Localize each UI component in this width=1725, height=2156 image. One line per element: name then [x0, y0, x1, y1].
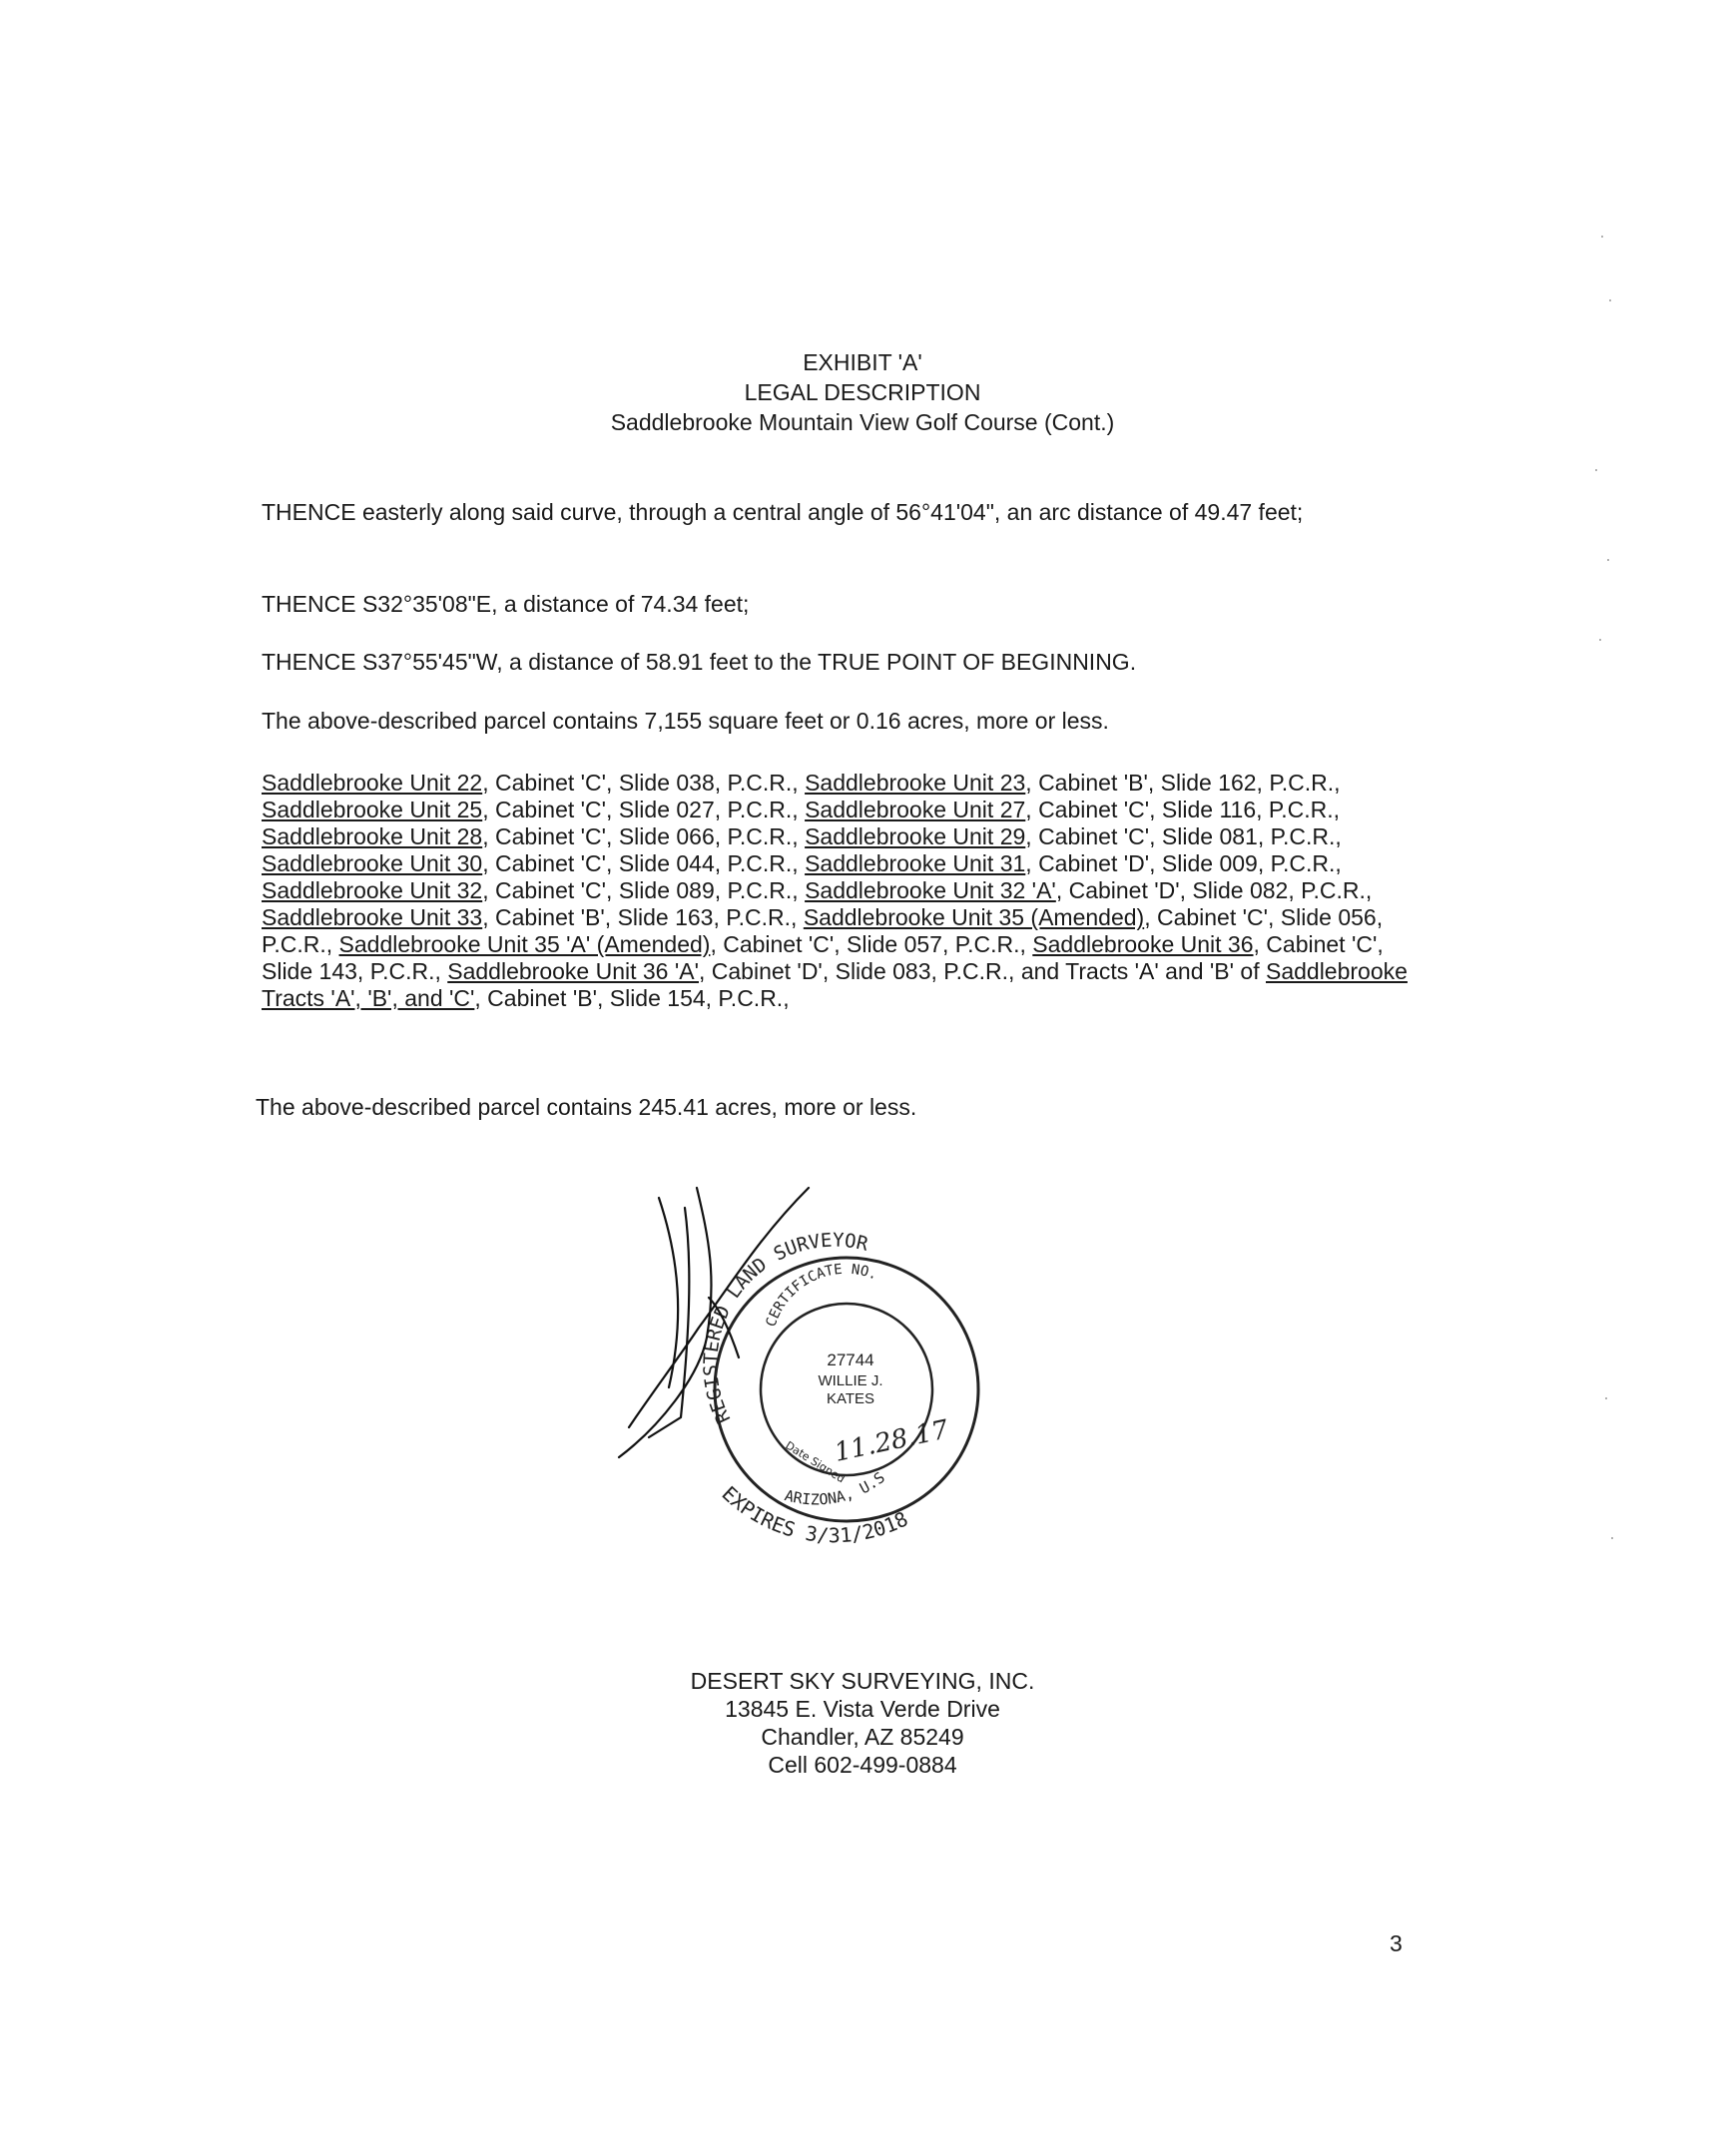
document-subtitle: Saddlebrooke Mountain View Golf Course (Cont.) — [610, 409, 1115, 435]
phone-number: Cell 602-499-0884 — [768, 1752, 957, 1778]
unit-reference: Saddlebrooke Unit 31 — [805, 850, 1026, 876]
surveyor-first-name: WILLIE J. — [818, 1372, 883, 1389]
reference-text: , Cabinet 'C', Slide 044, P.C.R., — [482, 850, 806, 876]
unit-reference: Saddlebrooke Unit 33 — [262, 904, 483, 930]
company-name: DESERT SKY SURVEYING, INC. — [690, 1668, 1035, 1694]
unit-reference: Saddlebrooke Unit 22 — [262, 770, 483, 796]
reference-text: , Cabinet 'D', Slide 009, P.C.R., — [1025, 850, 1342, 876]
reference-text: , Cabinet 'C', Slide 143, P.C.R., — [262, 931, 1384, 984]
reference-text: , Cabinet 'D', Slide 083, P.C.R., and Tracts 'A' and 'B' of — [698, 958, 1266, 984]
exhibit-title: EXHIBIT 'A' — [803, 349, 922, 375]
seal-outer-ring — [715, 1258, 978, 1521]
date-signed-label: Date Signed — [783, 1438, 848, 1486]
scan-speck — [1601, 236, 1603, 238]
unit-reference: Saddlebrooke Unit 30 — [262, 850, 483, 876]
unit-reference: Saddlebrooke Unit 36 'A' — [447, 958, 699, 984]
reference-text: , Cabinet 'C', Slide 116, P.C.R., — [1025, 797, 1341, 822]
reference-text: , Cabinet 'B', Slide 163, P.C.R., — [482, 904, 804, 930]
unit-reference: Saddlebrooke Unit 32 — [262, 877, 483, 903]
page-number: 3 — [1390, 1930, 1403, 1956]
course-2: THENCE S32°35'08"E, a distance of 74.34 feet; — [262, 591, 750, 617]
scan-speck — [1607, 559, 1609, 561]
reference-text: , Cabinet 'C', Slide 081, P.C.R., — [1025, 823, 1342, 849]
unit-reference: Saddlebrooke Unit 35 (Amended) — [803, 904, 1145, 930]
total-area-statement: The above-described parcel contains 245.41 acres, more or less. — [256, 1094, 917, 1120]
unit-reference: Saddlebrooke Unit 36 — [1032, 931, 1254, 957]
reference-text: , Cabinet 'B', Slide 154, P.C.R., — [474, 985, 790, 1011]
subdivision-references — [262, 770, 1430, 1012]
reference-text: , Cabinet 'C', Slide 089, P.C.R., — [482, 877, 806, 903]
date-signed-value: 11.28.17 — [832, 1414, 951, 1468]
unit-reference: Saddlebrooke Unit 29 — [805, 823, 1026, 849]
surveyor-last-name: KATES — [826, 1390, 875, 1407]
unit-reference: Saddlebrooke Unit 25 — [262, 797, 483, 822]
unit-reference: Saddlebrooke Unit 28 — [262, 823, 483, 849]
unit-reference: Saddlebrooke Unit 27 — [805, 797, 1026, 822]
reference-text: , Cabinet 'C', Slide 056, P.C.R., — [262, 904, 1384, 957]
scan-speck — [1605, 1397, 1607, 1399]
seal-graphic — [589, 1158, 1008, 1577]
unit-reference: Saddlebrooke Unit 32 'A' — [805, 877, 1056, 903]
exhibit-header — [0, 347, 1725, 437]
course-3: THENCE S37°55'45"W, a distance of 58.91 feet to the TRUE POINT OF BEGINNING. — [262, 649, 1137, 675]
seal-outer-text: REGISTERED LAND SURVEYOR — [700, 1229, 870, 1427]
parcel-area-statement: The above-described parcel contains 7,155 square feet or 0.16 acres, more or less. — [262, 708, 1109, 734]
tracts-reference: Saddlebrooke Tracts 'A', 'B', and 'C' — [262, 958, 1408, 1011]
scan-speck — [1609, 299, 1611, 301]
document-heading: LEGAL DESCRIPTION — [744, 379, 981, 405]
course-curve: THENCE easterly along said curve, through a central angle of 56°41'04", an arc distance of 49.47 feet; — [262, 499, 1304, 525]
scan-speck — [1611, 1537, 1613, 1539]
seal-state-text: ARIZONA, U.S — [783, 1468, 888, 1509]
reference-text: , Cabinet 'C', Slide 066, P.C.R., — [482, 823, 806, 849]
certificate-number: 27744 — [827, 1350, 874, 1369]
unit-reference: Saddlebrooke Unit 35 'A' (Amended) — [338, 931, 711, 957]
reference-text: , Cabinet 'B', Slide 162, P.C.R., — [1025, 770, 1341, 796]
seal-expires-text: EXPIRES 3/31/2018 — [717, 1481, 912, 1548]
city-state-zip: Chandler, AZ 85249 — [761, 1724, 964, 1750]
surveyor-address-block — [0, 1667, 1725, 1779]
seal-inner-text: CERTIFICATE NO. — [763, 1261, 880, 1330]
surveyor-seal — [589, 1158, 1008, 1577]
unit-reference: Saddlebrooke Unit 23 — [805, 770, 1026, 796]
reference-text: , Cabinet 'D', Slide 082, P.C.R., — [1055, 877, 1373, 903]
reference-text: , Cabinet 'C', Slide 038, P.C.R., — [482, 770, 806, 796]
scan-speck — [1599, 639, 1601, 641]
scan-speck — [1595, 469, 1597, 471]
street-address: 13845 E. Vista Verde Drive — [725, 1696, 1000, 1722]
reference-text: , Cabinet 'C', Slide 027, P.C.R., — [482, 797, 806, 822]
reference-text: , Cabinet 'C', Slide 057, P.C.R., — [710, 931, 1033, 957]
